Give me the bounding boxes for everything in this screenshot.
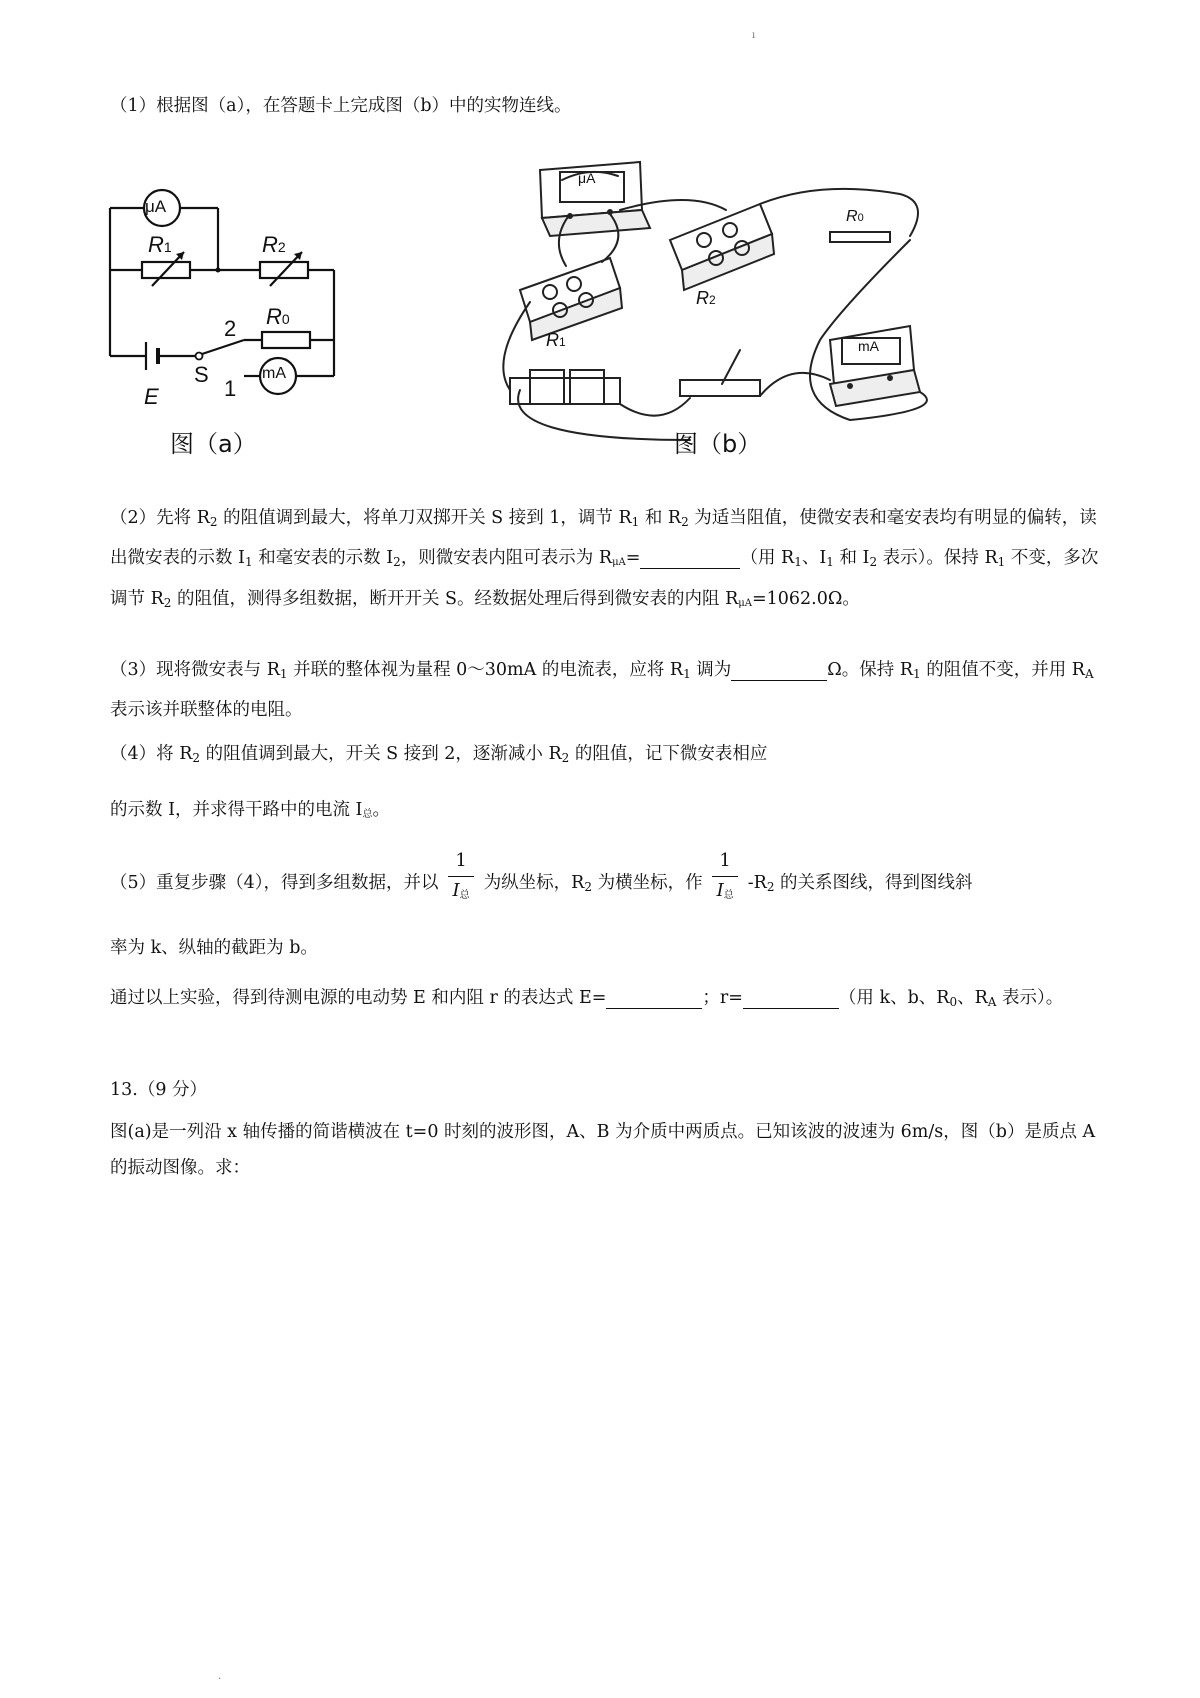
r0-label: R0 bbox=[266, 304, 290, 329]
switch-position-2: 2 bbox=[224, 316, 237, 341]
figure-a-caption: 图（a） bbox=[170, 430, 257, 458]
emf-label: E bbox=[144, 384, 159, 409]
milliammeter-label: mA bbox=[262, 365, 286, 382]
r0-b-label: R0 bbox=[846, 208, 864, 225]
switch-position-1: 1 bbox=[224, 376, 237, 401]
milliammeter-b-label: mA bbox=[858, 338, 879, 354]
answer-blank-r-ua[interactable] bbox=[640, 548, 740, 569]
conclusion-text: 通过以上实验，得到待测电源的电动势 E 和内阻 r 的表达式 E= ；r= （用 k、b、$R_0$、$R_A$ 表示）。 bbox=[110, 988, 1064, 1009]
scan-mark-bottom: · bbox=[218, 1674, 222, 1685]
question-2-text: （2）先将 $R_2$ 的阻值调到最大，将单刀双掷开关 S 接到 1，调节 $R_1$ 和 $R_2$ 为适当阻值，使微安表和毫安表均有明显的偏转，读出微安表的示数 $I_1$ 和毫安表的示数 $I_2$，则微安表内阻可表示为 RμA= （用 $R_1$、$I_1$ 和 $I_2$ 表示）。保持 $R_1$ 不变，多次调节 $R_2$ 的阻值，测得多组数据，断开开关 S。经数据处理后得到微安表的内阻 RμA=1062.0Ω。 bbox=[110, 508, 1099, 610]
fraction-one-over-i-total: $\frac{1}{\text{I总}}$ bbox=[444, 850, 478, 910]
scan-mark: ı bbox=[752, 30, 756, 41]
r1-b-label: R1 bbox=[546, 330, 566, 350]
question-1-text: （1）根据图（a），在答题卡上完成图（b）中的实物连线。 bbox=[110, 96, 572, 116]
question-13-header: 13.（9 分） bbox=[110, 1080, 208, 1100]
question-4-text: （4）将 $R_2$ 的阻值调到最大，开关 S 接到 2，逐渐减小 $R_2$ 的阻值，记下微安表相应 bbox=[110, 744, 768, 765]
r2-b-label: R2 bbox=[696, 288, 716, 308]
circuit-diagram-a bbox=[100, 180, 350, 470]
switch-label: S bbox=[194, 362, 209, 387]
answer-blank-r1[interactable] bbox=[731, 660, 827, 681]
answer-blank-emf[interactable] bbox=[606, 988, 702, 1009]
answer-blank-r[interactable] bbox=[743, 988, 839, 1009]
question-3-text: （3）现将微安表与 $R_1$ 并联的整体视为量程 0～30mA 的电流表，应将 $R_1$ 调为 Ω。保持 $R_1$ 的阻值不变，并用 $R_A$ 表示该并联整体的电阻。 bbox=[110, 660, 1094, 720]
r1-label: R1 bbox=[148, 232, 172, 257]
question-5-text: （5）重复步骤（4），得到多组数据，并以 $\frac{1}{\text{I总}}$ 为纵坐标，$R_2$ 为横坐标，作 $\frac{1}{\text{I总}}$ $-R_2$ 的关系图线，得到图线斜 bbox=[110, 850, 1100, 917]
r2-label: R2 bbox=[262, 232, 286, 257]
question-13-text: 图(a)是一列沿 x 轴传播的简谐横波在 t=0 时刻的波形图，A、B 为介质中两质点。已知该波的波速为 6m/s，图（b）是质点 A 的振动图像。求： bbox=[110, 1122, 1096, 1178]
microammeter-b-label: μA bbox=[578, 170, 596, 186]
figure-b-caption: 图（b） bbox=[674, 430, 762, 458]
question-5-line2: 率为 k、纵轴的截距为 b。 bbox=[110, 938, 318, 958]
apparatus-diagram-b bbox=[490, 140, 1070, 480]
microammeter-label: μA bbox=[145, 197, 167, 216]
fraction-one-over-i-total-2: $\frac{1}{\text{I总}}$ bbox=[708, 850, 742, 910]
question-4-line2: 的示数 I，并求得干路中的电流 I总。 bbox=[110, 800, 390, 820]
